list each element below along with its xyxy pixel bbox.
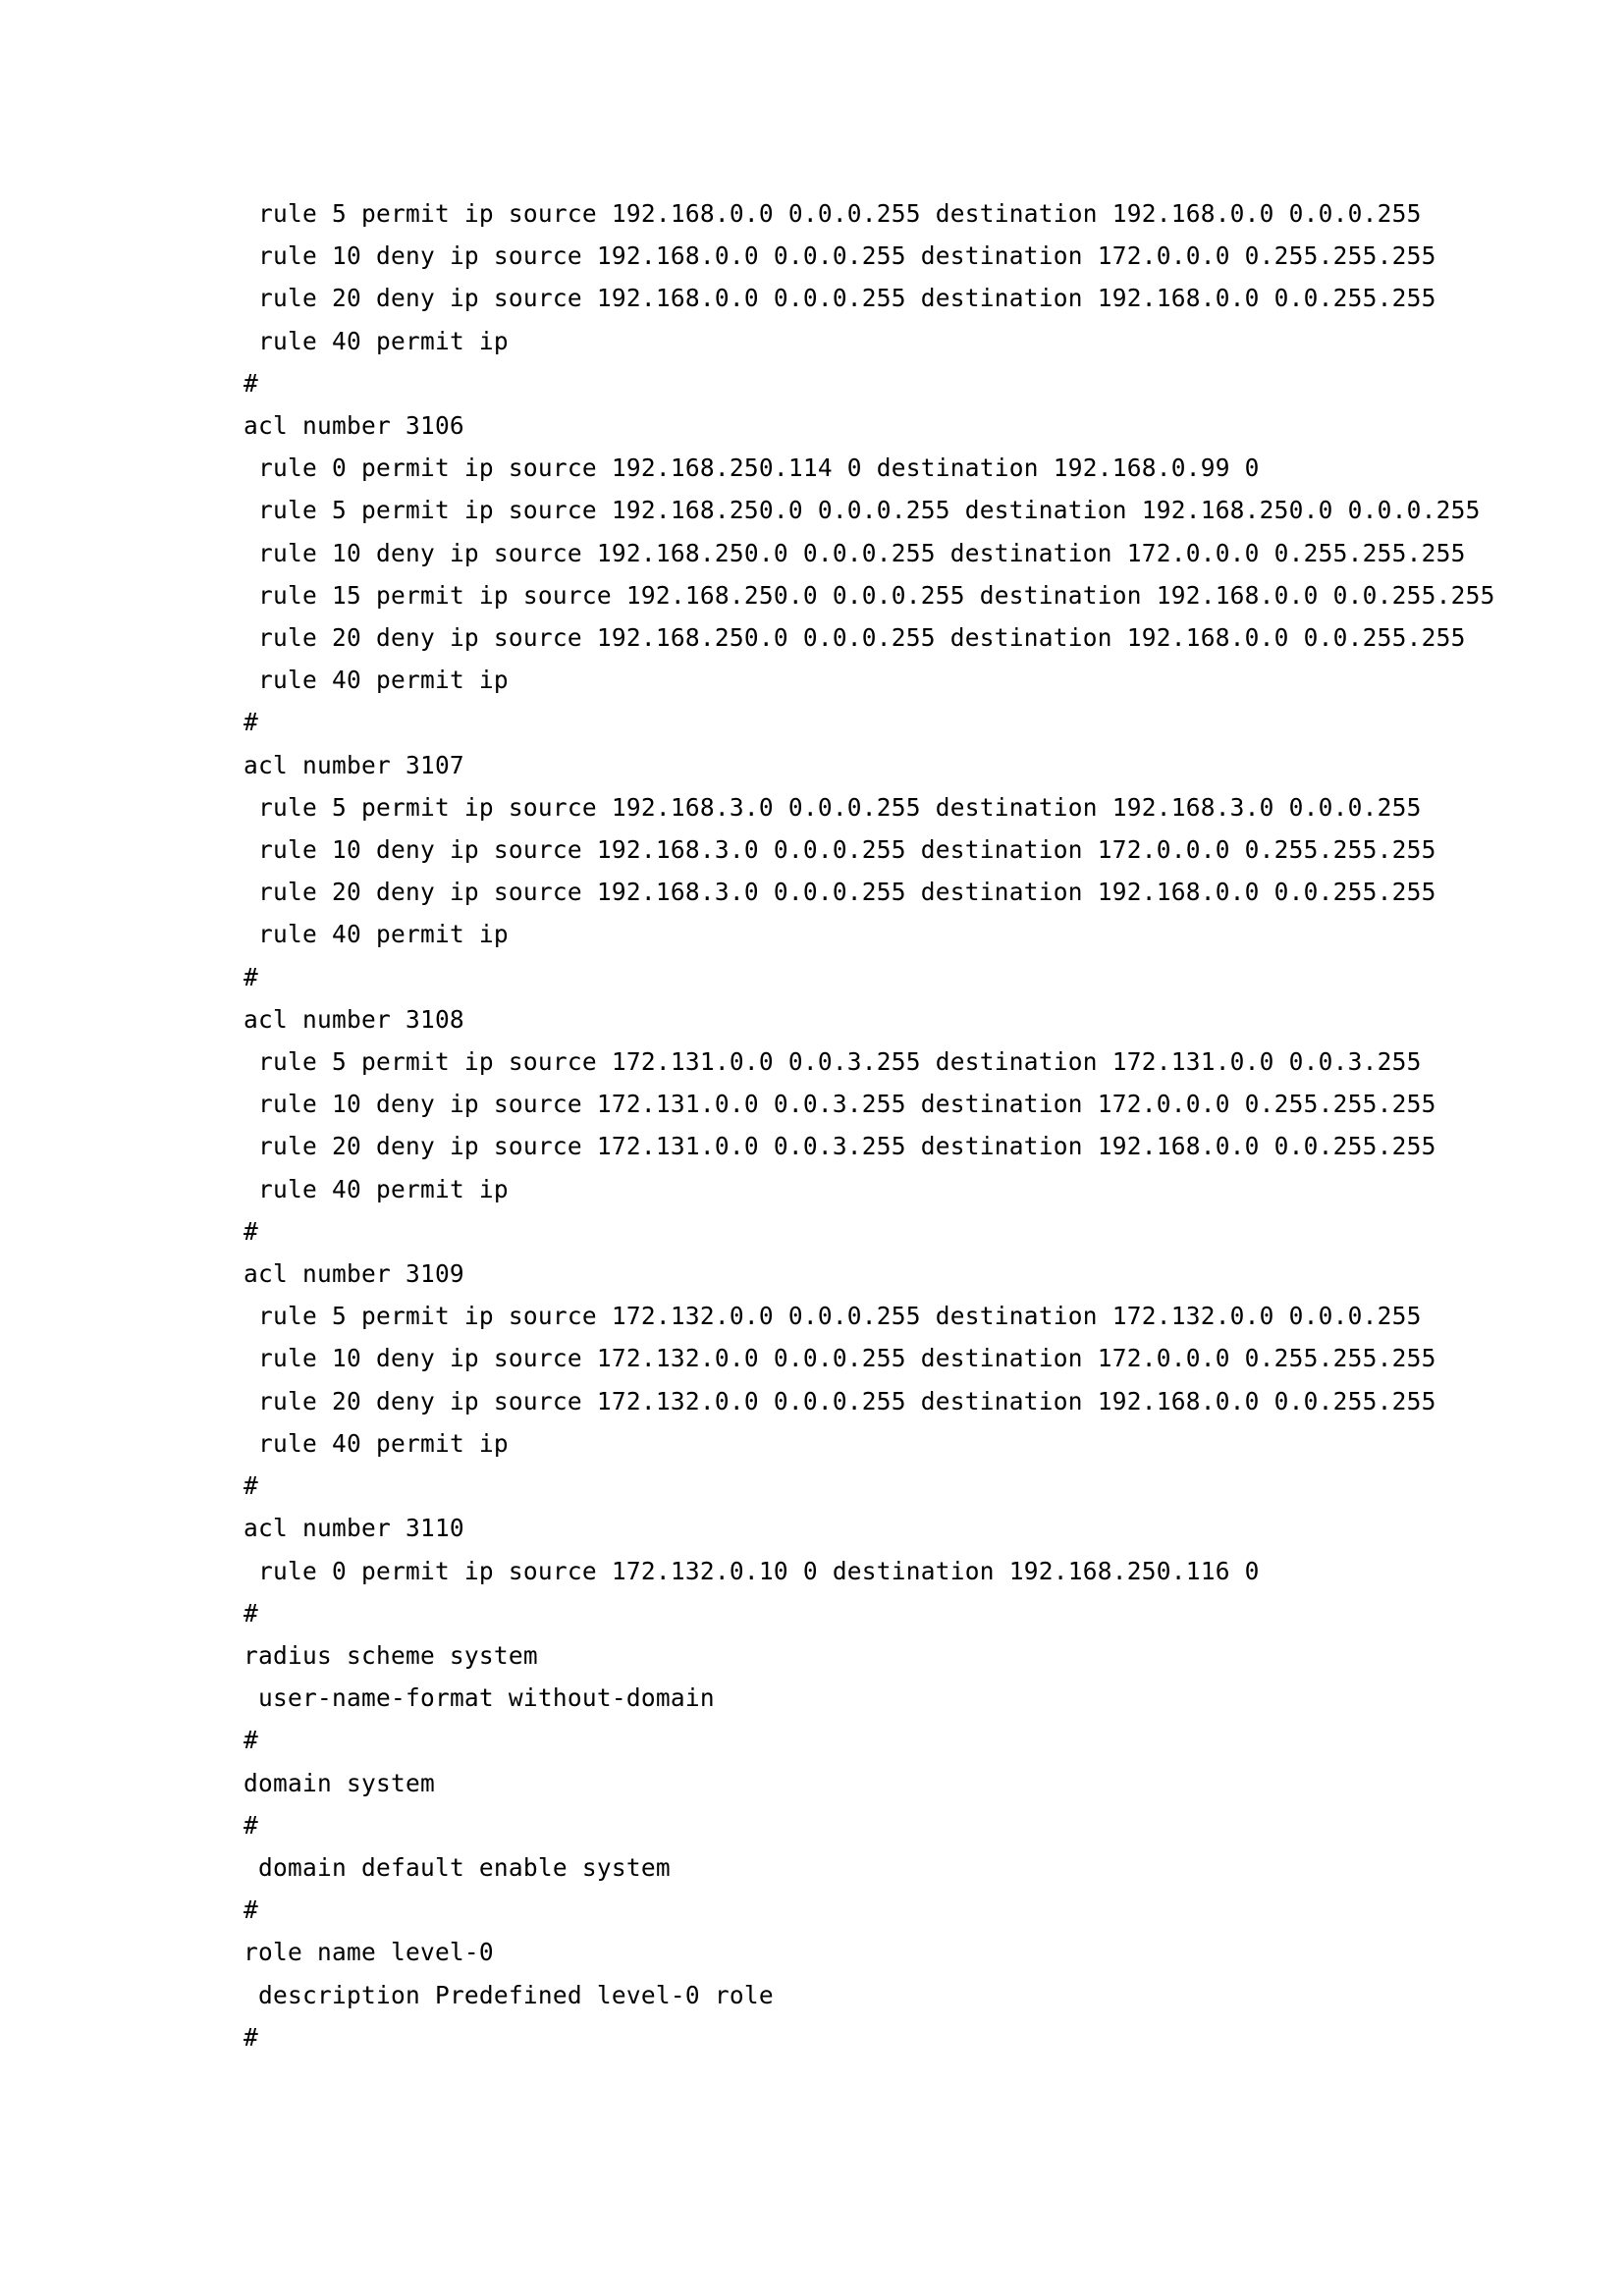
config-line: #: [244, 708, 258, 737]
config-line: rule 5 permit ip source 192.168.250.0 0.0.0.255 destination 192.168.250.0 0.0.0.255: [258, 496, 1481, 525]
config-line: rule 40 permit ip: [258, 326, 509, 355]
config-line: rule 10 deny ip source 192.168.250.0 0.0.0.255 destination 172.0.0.0 0.255.255.255: [258, 538, 1466, 567]
config-line: acl number 3109: [244, 1259, 464, 1289]
configuration-listing: [244, 192, 1495, 2058]
config-line: domain default enable system: [258, 1852, 671, 1882]
config-line: #: [244, 1896, 258, 1925]
config-line: rule 0 permit ip source 172.132.0.10 0 destination 192.168.250.116 0: [258, 1556, 1260, 1585]
config-line: rule 5 permit ip source 192.168.0.0 0.0.0.255 destination 192.168.0.0 0.0.0.255: [258, 199, 1422, 228]
config-line: acl number 3106: [244, 411, 464, 441]
config-line: acl number 3110: [244, 1514, 464, 1543]
config-line: role name level-0: [244, 1938, 494, 1967]
config-line: rule 10 deny ip source 192.168.0.0 0.0.0.255 destination 172.0.0.0 0.255.255.255: [258, 241, 1436, 271]
config-line: rule 40 permit ip: [258, 920, 509, 949]
config-line: rule 20 deny ip source 192.168.0.0 0.0.0.255 destination 192.168.0.0 0.0.255.255: [258, 284, 1436, 313]
config-line: rule 40 permit ip: [258, 666, 509, 695]
config-line: rule 20 deny ip source 172.132.0.0 0.0.0.255 destination 192.168.0.0 0.0.255.255: [258, 1386, 1436, 1415]
config-line: rule 40 permit ip: [258, 1174, 509, 1203]
config-line: domain system: [244, 1768, 435, 1797]
config-line: rule 10 deny ip source 192.168.3.0 0.0.0.255 destination 172.0.0.0 0.255.255.255: [258, 835, 1436, 865]
config-line: #: [244, 2022, 258, 2052]
config-line: rule 40 permit ip: [258, 1428, 509, 1458]
config-line: #: [244, 1216, 258, 1246]
config-line: acl number 3108: [244, 1004, 464, 1034]
config-line: #: [244, 1726, 258, 1755]
config-line: rule 10 deny ip source 172.132.0.0 0.0.0.255 destination 172.0.0.0 0.255.255.255: [258, 1344, 1436, 1373]
config-line: #: [244, 368, 258, 398]
config-line: rule 15 permit ip source 192.168.250.0 0.0.0.255 destination 192.168.0.0 0.0.255.255: [258, 580, 1495, 610]
config-line: rule 20 deny ip source 192.168.250.0 0.0.0.255 destination 192.168.0.0 0.0.255.255: [258, 623, 1466, 653]
config-line: rule 5 permit ip source 172.132.0.0 0.0.0.255 destination 172.132.0.0 0.0.0.255: [258, 1302, 1422, 1331]
config-line: user-name-format without-domain: [258, 1683, 715, 1713]
config-line: #: [244, 1598, 258, 1628]
config-line: acl number 3107: [244, 750, 464, 779]
config-line: rule 0 permit ip source 192.168.250.114 0 destination 192.168.0.99 0: [258, 454, 1260, 483]
config-line: rule 20 deny ip source 192.168.3.0 0.0.0.255 destination 192.168.0.0 0.0.255.255: [258, 878, 1436, 907]
config-line: rule 5 permit ip source 192.168.3.0 0.0.0.255 destination 192.168.3.0 0.0.0.255: [258, 792, 1422, 822]
config-line: #: [244, 962, 258, 991]
config-line: rule 10 deny ip source 172.131.0.0 0.0.3.255 destination 172.0.0.0 0.255.255.255: [258, 1090, 1436, 1119]
config-line: rule 20 deny ip source 172.131.0.0 0.0.3.255 destination 192.168.0.0 0.0.255.255: [258, 1132, 1436, 1161]
config-line: radius scheme system: [244, 1640, 538, 1670]
config-line: #: [244, 1810, 258, 1840]
config-line: #: [244, 1471, 258, 1501]
config-line: rule 5 permit ip source 172.131.0.0 0.0.3.255 destination 172.131.0.0 0.0.3.255: [258, 1047, 1422, 1077]
config-line: description Predefined level-0 role: [258, 1980, 774, 2009]
